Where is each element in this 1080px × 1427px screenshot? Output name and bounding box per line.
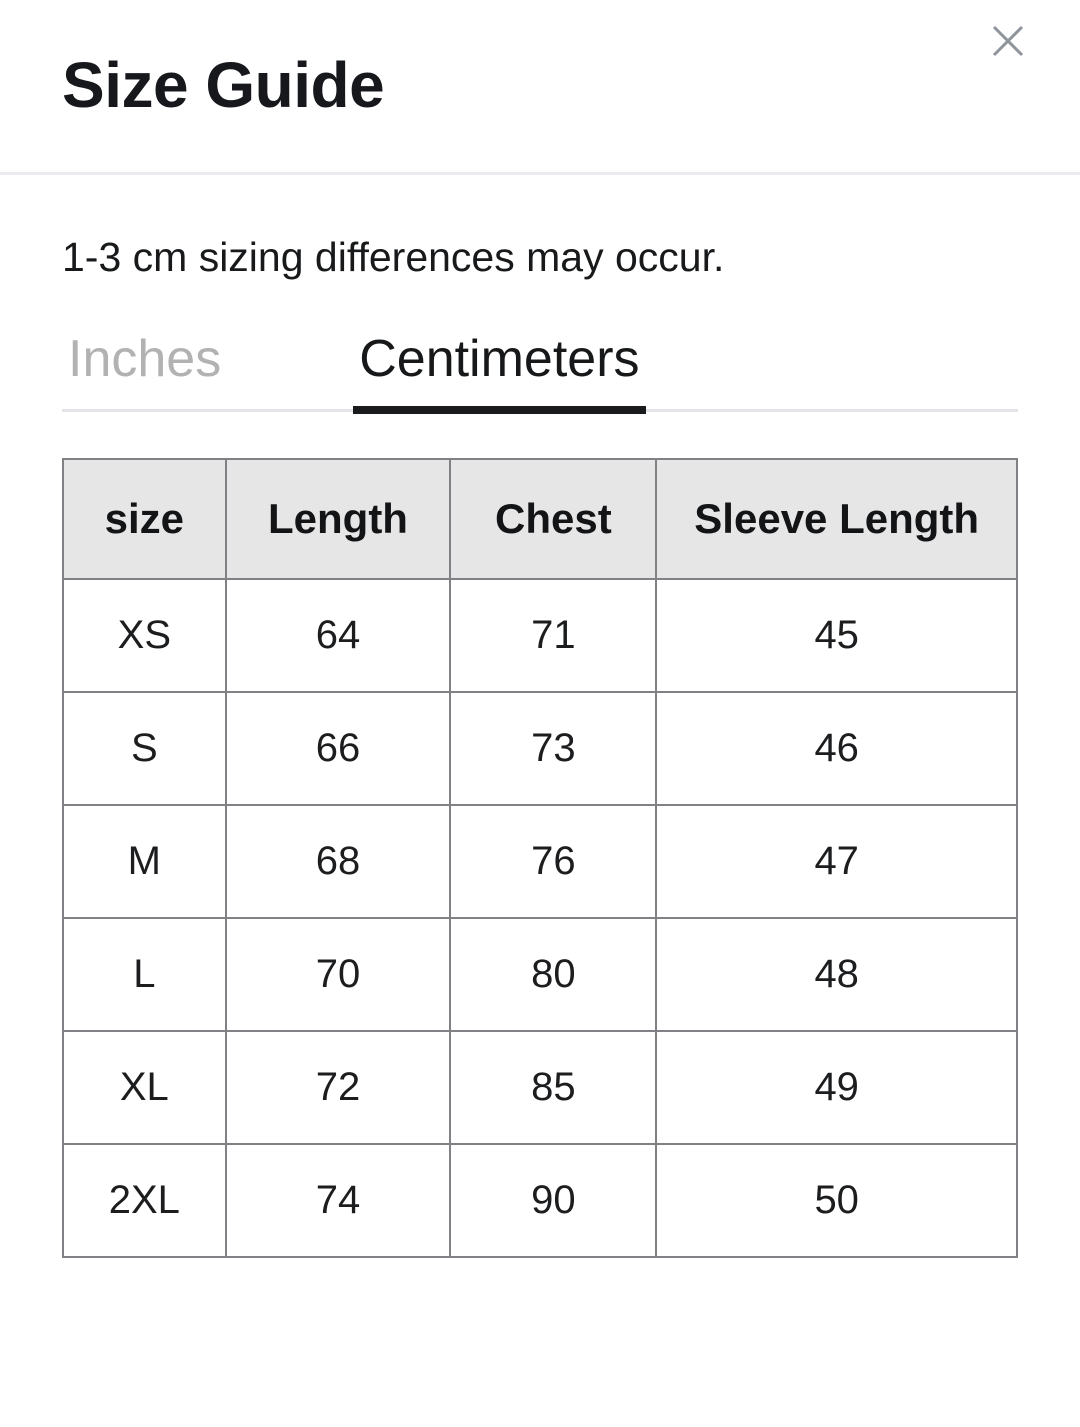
size-cell: S (63, 692, 226, 805)
column-header-sleeve-length: Sleeve Length (656, 459, 1017, 579)
length-cell: 66 (226, 692, 451, 805)
length-cell: 68 (226, 805, 451, 918)
size-cell: M (63, 805, 226, 918)
size-cell: 2XL (63, 1144, 226, 1257)
size-cell: XL (63, 1031, 226, 1144)
sleeve-length-cell: 46 (656, 692, 1017, 805)
table-row (63, 1144, 1017, 1257)
table-row (63, 692, 1017, 805)
chest-cell: 73 (450, 692, 656, 805)
length-cell: 70 (226, 918, 451, 1031)
table-row (63, 1031, 1017, 1144)
table-row (63, 579, 1017, 692)
sleeve-length-cell: 50 (656, 1144, 1017, 1257)
table-row (63, 805, 1017, 918)
modal-header (0, 0, 1080, 120)
size-table (62, 458, 1018, 1258)
size-cell: L (63, 918, 226, 1031)
table-header-row (63, 459, 1017, 579)
sleeve-length-cell: 48 (656, 918, 1017, 1031)
column-header-size: size (63, 459, 226, 579)
length-cell: 72 (226, 1031, 451, 1144)
table-row (63, 918, 1017, 1031)
sleeve-length-cell: 49 (656, 1031, 1017, 1144)
sizing-note: 1-3 cm sizing differences may occur. (62, 234, 725, 280)
size-cell: XS (63, 579, 226, 692)
tab-centimeters[interactable]: Centimeters (353, 328, 645, 409)
header-divider (0, 172, 1080, 175)
unit-tabs (62, 328, 1018, 412)
column-header-length: Length (226, 459, 451, 579)
length-cell: 64 (226, 579, 451, 692)
length-cell: 74 (226, 1144, 451, 1257)
close-button[interactable] (989, 22, 1027, 60)
chest-cell: 80 (450, 918, 656, 1031)
tab-inches[interactable]: Inches (62, 328, 227, 409)
column-header-chest: Chest (450, 459, 656, 579)
chest-cell: 71 (450, 579, 656, 692)
close-icon (991, 24, 1025, 58)
size-table-container (62, 458, 1018, 1258)
chest-cell: 85 (450, 1031, 656, 1144)
page-title: Size Guide (62, 49, 385, 121)
sleeve-length-cell: 47 (656, 805, 1017, 918)
chest-cell: 90 (450, 1144, 656, 1257)
chest-cell: 76 (450, 805, 656, 918)
sleeve-length-cell: 45 (656, 579, 1017, 692)
